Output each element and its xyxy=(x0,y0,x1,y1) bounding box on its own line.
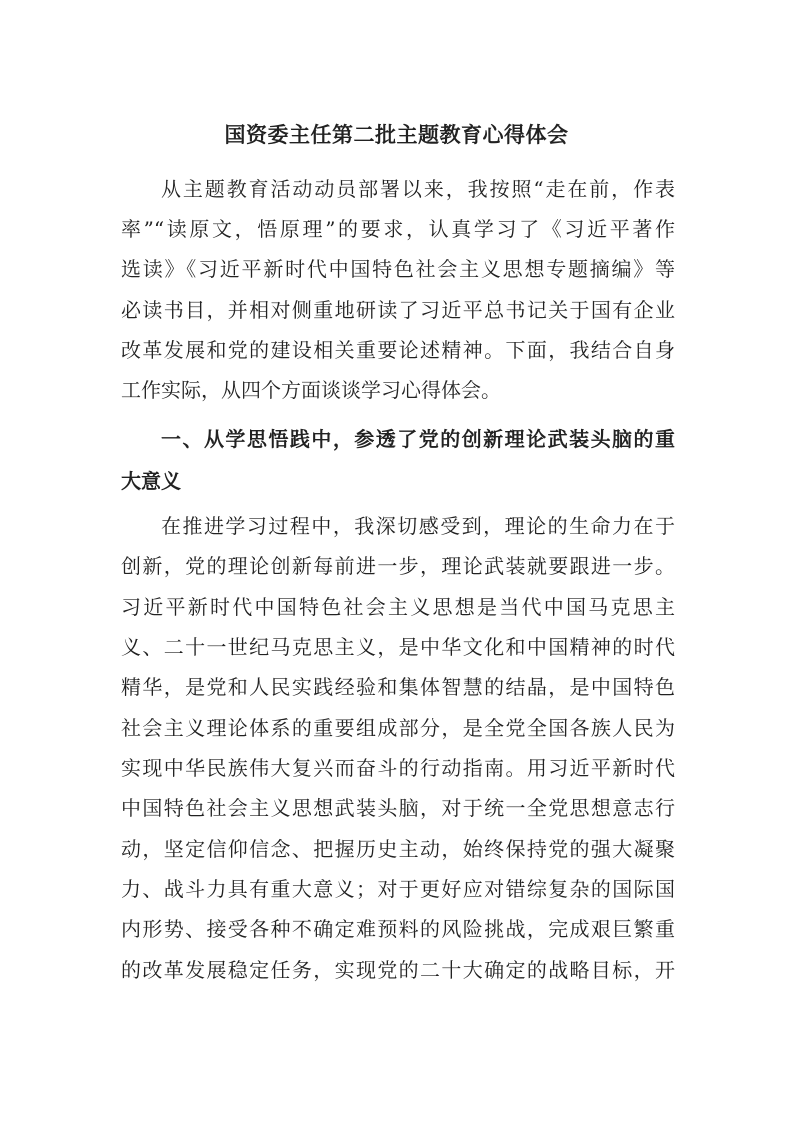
paragraph-2-line: 力、战斗力具有重大意义；对于更好应对错综复杂的国际国 xyxy=(121,877,675,901)
paragraph-1-line: 工作实际，从四个方面谈谈学习心得体会。 xyxy=(121,378,501,402)
paragraph-2-line: 创新，党的理论创新每前进一步，理论武装就要跟进一步。 xyxy=(121,554,675,578)
document-title: 国资委主任第二批主题教育心得体会 xyxy=(224,122,569,147)
paragraph-2-line: 中国特色社会主义思想武装头脑，对于统一全党思想意志行 xyxy=(121,796,675,820)
paragraph-2-line: 精华，是党和人民实践经验和集体智慧的结晶，是中国特色 xyxy=(121,675,675,699)
paragraph-2-line: 的改革发展稳定任务，实现党的二十大确定的战略目标，开 xyxy=(121,958,675,982)
section-heading-line: 大意义 xyxy=(121,469,181,493)
paragraph-2-line: 实现中华民族伟大复兴而奋斗的行动指南。用习近平新时代 xyxy=(121,756,675,780)
paragraph-1-line: 选读》《习近平新时代中国特色社会主义思想专题摘编》等 xyxy=(121,257,675,281)
paragraph-2-line: 在推进学习过程中，我深切感受到，理论的生命力在于 xyxy=(161,514,675,538)
paragraph-2-line: 习近平新时代中国特色社会主义思想是当代中国马克思主 xyxy=(121,595,675,619)
paragraph-1-line: 从主题教育活动动员部署以来，我按照“走在前，作表 xyxy=(161,177,675,201)
paragraph-2-line: 义、二十一世纪马克思主义，是中华文化和中国精神的时代 xyxy=(121,635,675,659)
paragraph-1-line: 率”“读原文，悟原理”的要求，认真学习了《习近平著作 xyxy=(121,217,675,241)
paragraph-1-line: 改革发展和党的建设相关重要论述精神。下面，我结合自身 xyxy=(121,338,675,362)
paragraph-2-line: 动，坚定信仰信念、把握历史主动，始终保持党的强大凝聚 xyxy=(121,837,675,861)
paragraph-2-line: 内形势、接受各种不确定难预料的风险挑战，完成艰巨繁重 xyxy=(121,917,675,941)
paragraph-2-line: 社会主义理论体系的重要组成部分，是全党全国各族人民为 xyxy=(121,716,675,740)
paragraph-1-line: 必读书目，并相对侧重地研读了习近平总书记关于国有企业 xyxy=(121,298,675,322)
section-heading-line: 一、从学思悟践中，参透了党的创新理论武装头脑的重 xyxy=(161,427,675,451)
